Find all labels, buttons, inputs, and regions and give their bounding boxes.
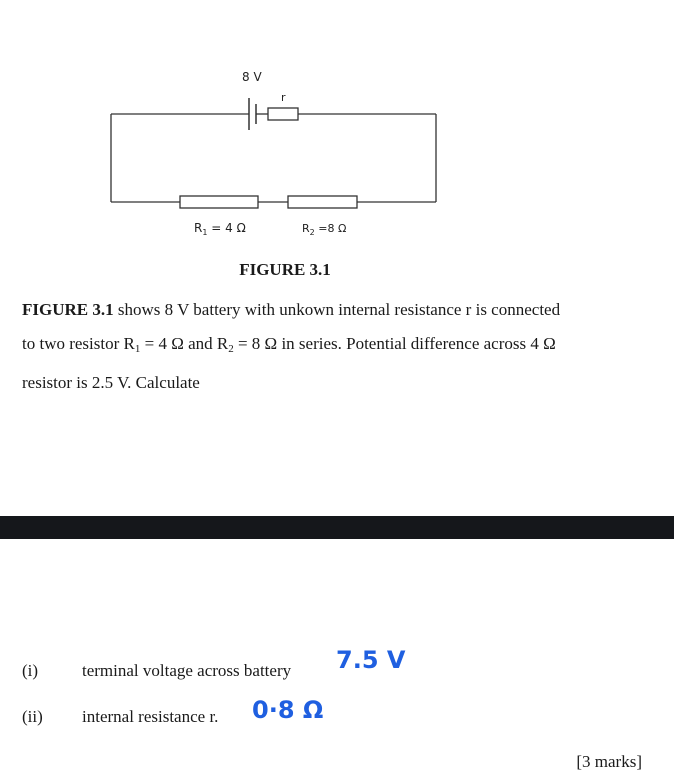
part-number: (ii)	[22, 707, 43, 726]
handwritten-answer-i: 7.5 V	[336, 646, 406, 674]
question-line-2: to two resistor $R_1 = 4$ Ω and $R_2 = 8$ Ω in series. Potential difference across 4 Ω	[22, 334, 556, 355]
battery-label: 8 V	[242, 70, 262, 84]
figure-reference: FIGURE 3.1	[22, 300, 114, 319]
part-text: terminal voltage across battery	[82, 661, 292, 680]
question-line-1: FIGURE 3.1 shows 8 V battery with unkown internal resistance r is connected	[22, 300, 561, 319]
marks-label: [3 marks]	[576, 752, 642, 771]
internal-resistance-label: r	[281, 91, 286, 104]
part-text: internal resistance r.	[82, 707, 219, 726]
question-paragraph	[22, 293, 652, 400]
resistor-r1	[180, 196, 258, 208]
resistor-r2	[288, 196, 357, 208]
r1-label: $R_1 = 4$ Ω	[194, 221, 246, 237]
page-divider-bar	[0, 516, 674, 539]
r2-label: $R_2 =8$ Ω	[302, 222, 347, 237]
handwritten-answer-ii: 0·8 Ω	[252, 696, 324, 724]
figure-caption: FIGURE 3.1	[239, 260, 331, 279]
part-number: (i)	[22, 661, 39, 680]
internal-resistor	[268, 108, 298, 120]
battery-symbol	[249, 98, 268, 130]
question-line-3: resistor is 2.5 V. Calculate	[22, 373, 200, 392]
circuit-diagram	[0, 0, 674, 260]
